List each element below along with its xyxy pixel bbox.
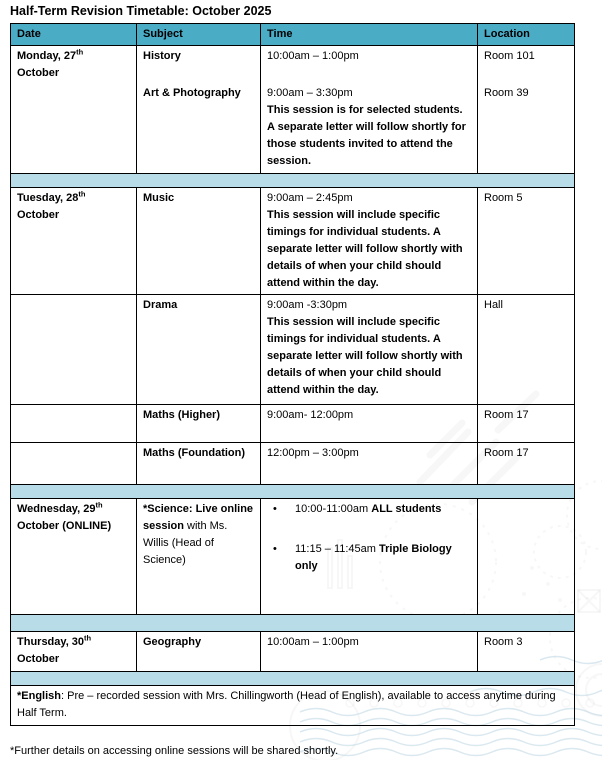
cell-drama-subject: Drama xyxy=(137,295,261,405)
separator-row xyxy=(11,672,575,686)
separator-row xyxy=(11,174,575,188)
cell-maths-higher-time: 9:00am- 12:00pm xyxy=(261,405,478,443)
date-line-2: October xyxy=(17,209,60,221)
separator-cell xyxy=(11,485,575,499)
date-line-1 xyxy=(17,634,130,651)
cell-drama-date-empty xyxy=(11,295,137,405)
bullet-time: 11:15 – 11:45am xyxy=(295,543,379,555)
cell-wednesday-date xyxy=(11,499,137,615)
cell-drama-time xyxy=(261,295,478,405)
col-header-subject: Subject xyxy=(137,24,261,46)
date-line-2: October (ONLINE) xyxy=(17,520,112,532)
row-maths-higher xyxy=(11,405,575,443)
subject-history: History xyxy=(143,50,181,62)
subject-art-photography: Art & Photography xyxy=(143,87,241,99)
bullet-icon: • xyxy=(273,503,277,515)
ordinal-superscript: th xyxy=(95,500,103,510)
row-drama xyxy=(11,295,575,405)
bullet-item xyxy=(267,541,471,575)
time-art-photography: 9:00am – 3:30pm xyxy=(267,87,353,99)
time-history: 10:00am – 1:00pm xyxy=(267,50,359,62)
location-history: Room 101 xyxy=(484,50,535,62)
subject-science-rest: with Ms. Willis (Head of Science) xyxy=(143,520,228,566)
date-line-2: October xyxy=(17,653,60,665)
cell-science-time xyxy=(261,499,478,615)
date-text: Wednesday, 29 xyxy=(17,503,96,515)
cell-wednesday-location-empty xyxy=(478,499,575,615)
cell-geography-subject: Geography xyxy=(137,632,261,672)
col-header-time: Time xyxy=(261,24,478,46)
cell-maths-higher-subject: Maths (Higher) xyxy=(137,405,261,443)
bullet-icon: • xyxy=(273,543,277,555)
cell-maths-foundation-location: Room 17 xyxy=(478,443,575,485)
cell-music-location: Room 5 xyxy=(478,188,575,295)
cell-tuesday-date xyxy=(11,188,137,295)
row-wednesday xyxy=(11,499,575,615)
row-tuesday-music xyxy=(11,188,575,295)
ordinal-superscript: th xyxy=(76,47,84,57)
row-monday xyxy=(11,46,575,174)
table-header-row xyxy=(11,24,575,46)
note-music: This session will include specific timings for individual students. A separate letter will follow shortly with details of when your child should attend within the day. xyxy=(267,209,463,289)
bullet-emphasis: Triple Biology only xyxy=(295,543,452,572)
col-header-location: Location xyxy=(478,24,575,46)
cell-monday-subject xyxy=(137,46,261,174)
cell-geography-time: 10:00am – 1:00pm xyxy=(261,632,478,672)
separator-row xyxy=(11,615,575,632)
note-art-photography: This session is for selected students. A separate letter will follow shortly for those students invited to attend the session. xyxy=(267,104,466,167)
time-music: 9:00am – 2:45pm xyxy=(267,192,353,204)
separator-cell xyxy=(11,174,575,188)
time-drama: 9:00am -3:30pm xyxy=(267,299,348,311)
cell-drama-location: Hall xyxy=(478,295,575,405)
separator-cell xyxy=(11,672,575,686)
cell-music-subject: Music xyxy=(137,188,261,295)
date-text: Thursday, 30 xyxy=(17,636,85,648)
cell-science-subject xyxy=(137,499,261,615)
english-note-text: : Pre – recorded session with Mrs. Chillingworth (Head of English), available to access anytime during Half Term. xyxy=(17,690,556,719)
location-art-photography: Room 39 xyxy=(484,87,529,99)
revision-timetable xyxy=(10,23,575,726)
bullet-time: 10:00-11:00am xyxy=(295,503,372,515)
col-header-date: Date xyxy=(11,24,137,46)
cell-maths-higher-date-empty xyxy=(11,405,137,443)
date-text: Tuesday, 28 xyxy=(17,192,79,204)
row-english-note xyxy=(11,686,575,726)
bullet-text xyxy=(295,501,441,518)
ordinal-superscript: th xyxy=(84,633,92,643)
cell-maths-foundation-date-empty xyxy=(11,443,137,485)
bullet-item xyxy=(267,501,471,518)
note-drama: This session will include specific timings for individual students. A separate letter will follow shortly with details of when your child should attend within the day. xyxy=(267,316,463,396)
footnote: *Further details on accessing online sessions will be shared shortly. xyxy=(10,745,339,757)
bullet-emphasis: ALL students xyxy=(371,503,442,515)
cell-monday-time xyxy=(261,46,478,174)
ordinal-superscript: th xyxy=(78,189,86,199)
cell-geography-location: Room 3 xyxy=(478,632,575,672)
row-thursday xyxy=(11,632,575,672)
page-title: Half-Term Revision Timetable: October 2025 xyxy=(10,4,272,18)
cell-monday-date xyxy=(11,46,137,174)
cell-maths-foundation-time: 12:00pm – 3:00pm xyxy=(261,443,478,485)
bullet-text xyxy=(295,541,471,575)
date-line-1 xyxy=(17,48,130,65)
separator-row xyxy=(11,485,575,499)
date-line-2: October xyxy=(17,67,60,79)
cell-maths-higher-location: Room 17 xyxy=(478,405,575,443)
english-note-label: *English xyxy=(17,690,62,702)
cell-thursday-date xyxy=(11,632,137,672)
separator-cell xyxy=(11,615,575,632)
cell-monday-location xyxy=(478,46,575,174)
date-text: Monday, 27 xyxy=(17,50,77,62)
date-line-1 xyxy=(17,190,130,207)
date-line-1 xyxy=(17,501,130,518)
cell-music-time xyxy=(261,188,478,295)
subject-science-bold: *Science: Live online session xyxy=(143,503,254,532)
row-maths-foundation xyxy=(11,443,575,485)
cell-english-note xyxy=(11,686,575,726)
cell-maths-foundation-subject: Maths (Foundation) xyxy=(137,443,261,485)
